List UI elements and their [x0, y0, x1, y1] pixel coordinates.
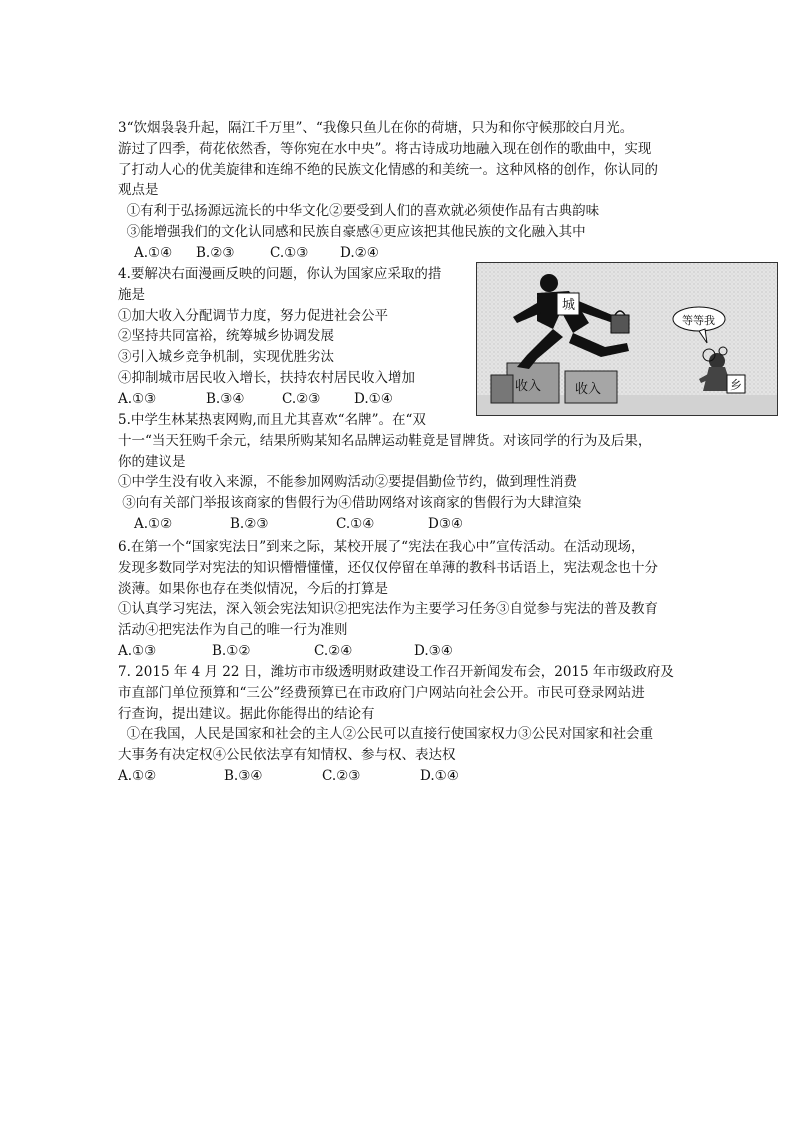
q6-statement-line-2: 活动④把宪法作为自己的唯一行为准则	[118, 622, 348, 639]
question-3	[118, 118, 678, 264]
q7-options	[118, 766, 678, 787]
q3-option-c[interactable]: C.①③	[270, 244, 309, 261]
q4-option-d[interactable]: D.①④	[354, 390, 393, 407]
q6-option-d[interactable]: D.③④	[414, 642, 453, 659]
q6-option-c[interactable]: C.②④	[314, 642, 353, 659]
cartoon-label-income-1: 收入	[515, 379, 542, 394]
q3-stem-line-3: 了打动人心的优美旋律和连绵不绝的民族文化情感的和美统一。这种风格的创作，你认同的	[118, 161, 658, 178]
q7-option-d[interactable]: D.①④	[420, 767, 459, 784]
q4-stem-line-1: 4.要解决右面漫画反映的问题，你认为国家应采取的措	[118, 266, 442, 282]
q4-statement-1: ①加大收入分配调节力度，努力促进社会公平	[118, 307, 388, 324]
q7-stem-line-3: 行查询，提出建议。据此你能得出的结论有	[118, 705, 375, 722]
q3-statement-line-1: ①有利于弘扬源远流长的中华文化②要受到人们的喜欢就必须使作品有古典韵味	[118, 203, 600, 220]
q3-option-b[interactable]: B.②③	[196, 244, 235, 261]
q7-statement-line-1: ①在我国，人民是国家和社会的主人②公民可以直接行使国家权力③公民对国家和社会重	[118, 726, 654, 743]
cartoon-drawing	[477, 263, 777, 415]
question-7	[118, 662, 678, 787]
q4-options	[118, 389, 468, 410]
q6-option-a[interactable]: A.①③	[118, 642, 157, 659]
question-6	[118, 537, 678, 662]
q6-statement-line-1: ①认真学习宪法，深入领会宪法知识②把宪法作为主要学习任务③自觉参与宪法的普及教育	[118, 601, 658, 618]
q3-stem-line-4: 观点是	[118, 182, 159, 199]
q3-options	[118, 243, 678, 264]
cartoon-label-income-2: 收入	[575, 382, 602, 397]
question-4	[118, 264, 468, 410]
q5-stem-line-3: 你的建议是	[118, 453, 186, 470]
q3-option-d[interactable]: D.②④	[340, 244, 379, 261]
cartoon-label-city: 城	[562, 298, 576, 313]
q6-stem-line-1: 6.在第一个“国家宪法日”到来之际，某校开展了“宪法在我心中”宣传活动。在活动现场，	[118, 539, 645, 555]
q4-option-a[interactable]: A.①③	[118, 390, 157, 407]
q5-statement-line-2: ③向有关部门举报该商家的售假行为④借助网络对该商家的售假行为大肆渲染	[118, 495, 582, 512]
q7-stem-line-1: 7. 2015 年 4 月 22 日，潍坊市市级透明财政建设工作召开新闻发布会，2015 年市级政府及	[118, 664, 674, 680]
q6-stem-line-3: 淡薄。如果你也存在类似情况，今后的打算是	[118, 580, 388, 597]
q5-options	[118, 514, 678, 535]
cartoon-label-village: 乡	[730, 378, 743, 392]
q5-option-b[interactable]: B.②③	[230, 515, 269, 532]
q5-option-c[interactable]: C.①④	[336, 515, 375, 532]
q3-stem-line-2: 游过了四季，荷花依然香，等你宛在水中央”。将古诗成功地融入现在创作的歌曲中，实现	[118, 140, 652, 157]
q4-option-c[interactable]: C.②③	[282, 390, 321, 407]
q7-option-c[interactable]: C.②③	[322, 767, 361, 784]
cartoon-label-wait: 等等我	[682, 314, 715, 327]
q5-option-a[interactable]: A.①②	[134, 515, 173, 532]
q5-stem-line-2: 十一“当天狂购千余元，结果所购某知名品牌运动鞋竟是冒牌货。对该同学的行为及后果，	[118, 432, 652, 449]
q6-options	[118, 641, 678, 662]
q5-statement-line-1: ①中学生没有收入来源，不能参加网购活动②要提倡勤俭节约，做到理性消费	[118, 474, 577, 491]
q4-statement-3: ③引入城乡竞争机制，实现优胜劣汰	[118, 349, 334, 366]
q4-statement-2: ②坚持共同富裕，统筹城乡协调发展	[118, 328, 334, 345]
q7-stem-line-2: 市直部门单位预算和“三公”经费预算已在市政府门户网站向社会公开。市民可登录网站进	[118, 684, 645, 701]
q3-statement-line-2: ③能增强我们的文化认同感和民族自豪感④更应该把其他民族的文化融入其中	[118, 223, 586, 240]
question-5	[118, 410, 678, 535]
q7-option-b[interactable]: B.③④	[224, 767, 263, 784]
q7-option-a[interactable]: A.①②	[118, 767, 157, 784]
q3-stem-line-1: 3“饮烟袅袅升起，隔江千万里”、“我像只鱼儿在你的荷塘，只为和你守候那皎白月光。	[118, 120, 634, 136]
q4-stem-line-2: 施是	[118, 286, 145, 303]
q6-stem-line-2: 发现多数同学对宪法的知识懵懵懂懂，还仅仅停留在单薄的教科书话语上，宪法观念也十分	[118, 559, 658, 576]
q4-statement-4: ④抑制城市居民收入增长，扶持农村居民收入增加	[118, 369, 415, 386]
q7-statement-line-2: 大事务有决定权④公民依法享有知情权、参与权、表达权	[118, 747, 456, 764]
q4-option-b[interactable]: B.③④	[206, 390, 245, 407]
q3-option-a[interactable]: A.①④	[134, 244, 173, 261]
q5-stem-line-1: 5.中学生林某热衷网购,而且尤其喜欢“名牌”。在“双	[118, 412, 426, 428]
q5-option-d[interactable]: D③④	[428, 515, 464, 532]
cartoon-image	[476, 262, 778, 416]
q6-option-b[interactable]: B.①②	[212, 642, 251, 659]
